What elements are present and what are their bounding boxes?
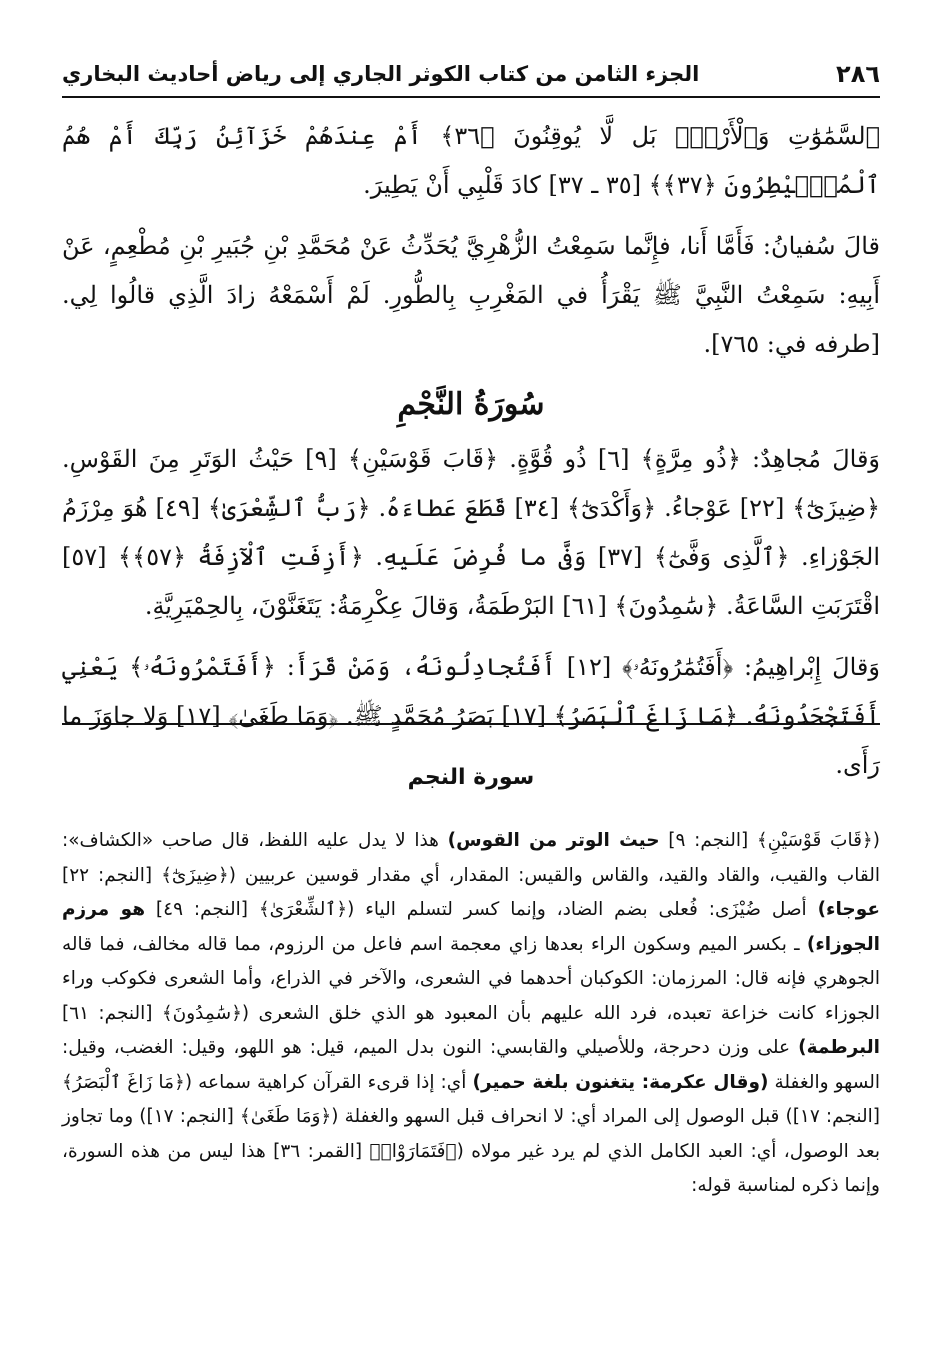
commentary-bold-text: حيث الوتر من القوس) xyxy=(447,830,660,851)
commentary-text: هذا لا يدل عليه اللفظ، قال صاحب «الكشاف»: القاب والقيب، والقاد والقيد، والقاس والقيس: المقدار، أي مقدار قوسين عربيين (﴿ضِيزَىٰٓ﴾ [النجم: ٢٢] xyxy=(62,830,880,886)
section-divider xyxy=(62,723,880,725)
commentary-text: على وزن دحرجة، وللأصيلي والقابسي: النون بدل الميم، قيل: هو اللهو، وقيل: الغضب، وقيل: السهو والغفلة xyxy=(62,1037,880,1093)
hadith-paragraph-2: قالَ سُفيانُ: فَأَمَّا أَنا، فإِنَّما سَمِعْتُ الزُّهْرِيَّ يُحَدِّثُ عَنْ مُحَمَّدِ بْنِ جُبَيرِ بْنِ مُطْعِمٍ، عَنْ أَبِيهِ: سَمِعْتُ النَّبِيَّ ﷺ يَقْرَأُ في المَغْرِبِ بِالطُّورِ. لَمْ أَسْمَعْهُ زادَ الَّذِي قالُوا لِي. [طرفه في: ٧٦٥]. xyxy=(62,232,880,358)
commentary-bold-text: (وقال عكرمة: يتغنون بلغة حمير) xyxy=(472,1071,769,1093)
hadith-text-block xyxy=(62,112,880,802)
chapter-title: سُورَةُ النَّجْمِ xyxy=(397,387,545,422)
commentary-text: (﴿قَابَ قَوْسَيْنِ﴾ [النجم: ٩] xyxy=(659,830,880,851)
commentary-text: أي: إذا قرىء القرآن كراهية سماعه (﴿مَا زَاغَ ٱلْبَصَرُ﴾ [النجم: ١٧]) قبل الوصول إلى المراد أي: لا انحراف قبل السهو والغفلة (﴿وَمَا طَغَىٰ﴾ [النجم: ١٧]) وما تجاوز بعد الوصول، أي: العبد الكامل الذي لم يرد غير مولاه (﴿فَتَمَارَوْا۟﴾ [القمر: ٣٦] هذا ليس من هذه السورة، وإنما ذكره لمناسبة قوله: xyxy=(62,1071,880,1196)
commentary-block xyxy=(62,760,880,1204)
commentary-paragraph xyxy=(62,824,880,1204)
commentary-text: ـ بكسر الميم وسكون الراء بعدها زاي معجمة اسم فاعل من الرزوم، مما قاله مخالف، فما قاله الجوهري فإنه قال: المرزمان: الكوكبان أحدهما في الشعرى، والآخر في الذراع، وأما الشعرى فكوكب وراء الجوزاء كانت خزاعة تعبده، فرد الله عليهم بأن المعبود هو الذي خلق الشعرى (﴿سَٰمِدُونَ﴾ [النجم: ٦١] xyxy=(62,933,880,1024)
page-number: ٢٨٦ xyxy=(836,60,880,88)
commentary-heading: سورة النجم xyxy=(407,765,535,790)
hadith-paragraph-4: وَقالَ إِبْراهِيمُ: ﴿أَفَتُمَٰرُونَهُۥ﴾ [١٢] أَفَتُجادِلُونَهُ، وَمَنْ قَرَأَ: ﴿أَفَتَمْرُونَهُۥ﴾ يَعْنِي أَفَتَجْحَدُونَهُ. ﴿مَا زَاغَ ٱلْبَصَرُ﴾ [١٧] بَصَرُ مُحَمَّدٍ ﷺ. ﴿وَمَا طَغَىٰ﴾ [١٧] وَلا جاوَزَ ما رَأَى. xyxy=(62,653,880,779)
commentary-bold-text: هو مرزم الجوزاء) xyxy=(62,899,880,955)
hadith-paragraph-1: ٱلسَّمَٰوَٰتِ وَٱلْأَرْضَۚ بَل لَّا يُوقِنُونَ ﴿٣٦﴾ أَمْ عِندَهُمْ خَزَآئِنُ رَبِّكَ أَمْ هُمُ ٱلْمُصَۣيْطِرُونَ ﴿٣٧﴾﴾ [٣٥ ـ ٣٧] كادَ قَلْبِي أَنْ يَطِيرَ. xyxy=(62,122,881,199)
commentary-bold-text: عوجاء) xyxy=(817,899,880,920)
commentary-text: أصل ضُيْزَى: فُعلى بضم الضاد، وإنما كسر لتسلم الياء (﴿ٱلشِّعْرَىٰ﴾ [النجم: ٤٩] xyxy=(145,899,818,920)
hadith-paragraph-3: وَقالَ مُجاهِدٌ: ﴿ذُو مِرَّةٍ﴾ [٦] ذُو قُوَّةٍ. ﴿قَابَ قَوْسَيْنِ﴾ [٩] حَيْثُ الوَتَرِ مِنَ القَوْسِ. ﴿ضِيزَىٰٓ﴾ [٢٢] عَوْجاءُ. ﴿وَأَكْدَىٰٓ﴾ [٣٤] قَطَعَ عَطاءَهُ. ﴿رَبُّ ٱلشِّعْرَىٰ﴾ [٤٩] هُوَ مِرْزَمُ الجَوْزاءِ. ﴿ٱلَّذِى وَفَّىٰٓ﴾ [٣٧] وَفَّى ما فُرِضَ عَلَيهِ. ﴿أَزِفَتِ ٱلْآزِفَةُ ﴿٥٧﴾﴾ [٥٧] اقْتَرَبَتِ السَّاعَةُ. ﴿سَٰمِدُونَ﴾ [٦١] البَرْطَمَةُ، وَقالَ عِكْرِمَةُ: يَتَغَنَّوْنَ، بِالحِمْيَرِيَّةِ. xyxy=(62,445,881,620)
commentary-bold-text: البرطمة) xyxy=(798,1037,880,1058)
running-header xyxy=(62,52,880,98)
running-title: الجزء الثامن من كتاب الكوثر الجاري إلى رياض أحاديث البخاري xyxy=(62,62,700,86)
